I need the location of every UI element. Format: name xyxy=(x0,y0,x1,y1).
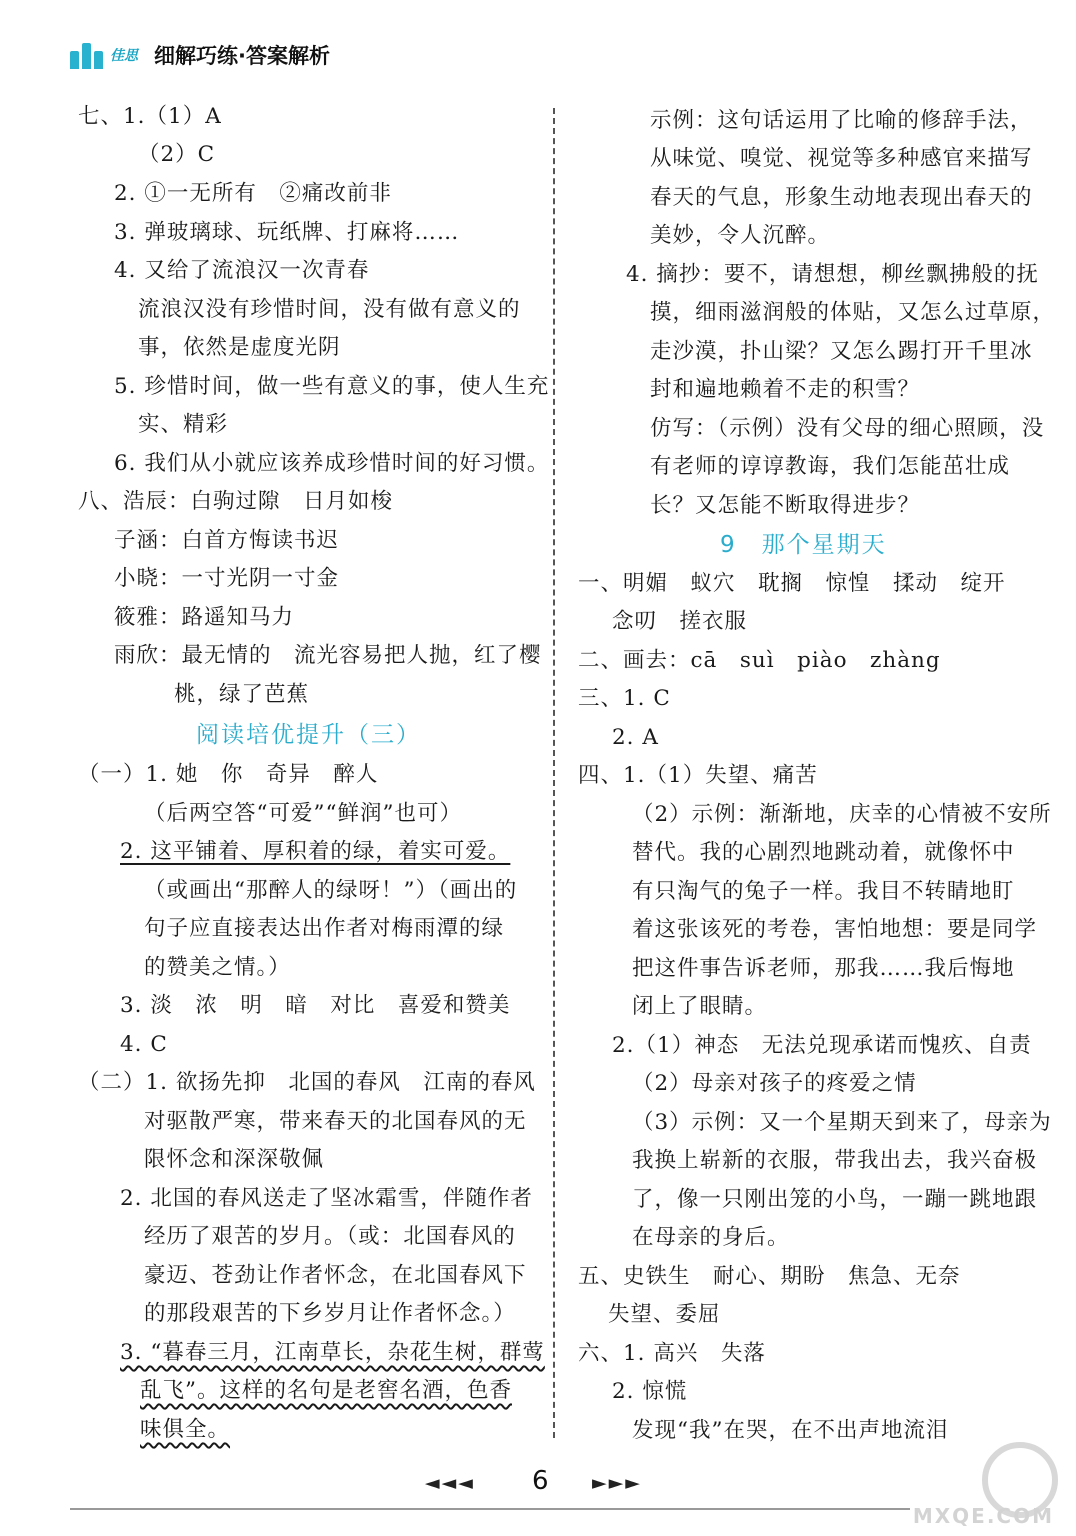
answer-line: 我换上崭新的衣服，带我出去，我兴奋极 xyxy=(632,1148,1038,1173)
answer-line: 4. 又给了流浪汉一次青春 xyxy=(114,258,370,283)
answer-line: 长？又怎能不断取得进步？ xyxy=(650,493,921,518)
answer-line: 句子应直接表达出作者对梅雨潭的绿 xyxy=(144,916,505,941)
answer-line: 有只淘气的兔子一样。我目不转睛地盯 xyxy=(632,879,1015,904)
answer-line: 2. A xyxy=(612,725,659,750)
answer-line: 替代。我的心剧烈地跳动着，就像怀中 xyxy=(632,840,1015,865)
answer-line: 一、明媚 蚁穴 耽搁 惊惶 揉动 绽开 xyxy=(578,571,1006,596)
answer-line: 乱飞”。这样的名句是老窖名酒，色香 xyxy=(140,1378,512,1403)
answer-line: 流浪汉没有珍惜时间，没有做有意义的 xyxy=(138,297,521,322)
watermark-logo xyxy=(878,1436,1058,1526)
answer-line: 4. 摘抄：要不，请想想，柳丝飘拂般的抚 xyxy=(626,262,1039,287)
answer-line: 5. 珍惜时间，做一些有意义的事，使人生充 xyxy=(114,374,550,399)
answer-line: 筱雅：路遥知马力 xyxy=(114,605,295,630)
section-title: 阅读培优提升（三） xyxy=(196,722,421,748)
answer-line: 2. 惊慌 xyxy=(612,1379,688,1404)
answer-line: 2. 北国的春风送走了坚冰霜雪，伴随作者 xyxy=(120,1186,533,1211)
next-page-arrows[interactable]: ►►► xyxy=(592,1472,642,1494)
answer-line: （二）1. 欲扬先抑 北国的春风 江南的春风 xyxy=(78,1070,536,1095)
answer-line: 6. 我们从小就应该养成珍惜时间的好习惯。 xyxy=(114,451,550,476)
answer-line: 闭上了眼睛。 xyxy=(632,994,768,1019)
answer-line: （2）母亲对孩子的疼爱之情 xyxy=(632,1071,917,1096)
answer-line: 经历了艰苦的岁月。（或：北国春风的 xyxy=(144,1224,516,1249)
answer-line: 桃，绿了芭蕉 xyxy=(174,682,310,707)
answer-line: 发现“我”在哭，在不出声地流泪 xyxy=(632,1418,949,1443)
answer-line: （后两空答“可爱”“鲜润”也可） xyxy=(144,801,462,826)
footer-rule xyxy=(70,1508,910,1510)
answer-line: 有老师的谆谆教诲，我们怎能茁壮成 xyxy=(650,454,1011,479)
answer-line: 示例：这句话运用了比喻的修辞手法， xyxy=(650,108,1033,133)
prev-page-arrows[interactable]: ◄◄◄ xyxy=(425,1472,475,1494)
answer-line: 的赞美之情。） xyxy=(144,955,291,980)
answer-line: 二、画去：cā suì piào zhàng xyxy=(578,648,941,673)
answer-line: 了，像一只刚出笼的小鸟，一蹦一跳地跟 xyxy=(632,1187,1038,1212)
answer-line: （一）1. 她 你 奇异 醉人 xyxy=(78,762,379,787)
answer-line: 把这件事告诉老师，那我……我后悔地 xyxy=(632,956,1015,981)
answer-line: （2）C xyxy=(138,142,216,167)
answer-line: 摸，细雨滋润般的体贴，又怎么过草原， xyxy=(650,300,1056,325)
answer-line: （3）示例：又一个星期天到来了，母亲为 xyxy=(632,1110,1052,1135)
answer-line: 美妙，令人沉醉。 xyxy=(650,223,831,248)
answer-line: 在母亲的身后。 xyxy=(632,1225,790,1250)
answer-line: 味俱全。 xyxy=(140,1417,231,1442)
answer-line: 着这张该死的考卷，害怕地想：要是同学 xyxy=(632,917,1038,942)
answer-line: 3. 弹玻璃球、玩纸牌、打麻将…… xyxy=(114,220,460,245)
answer-line: （2）示例：渐渐地，庆幸的心情被不安所 xyxy=(632,802,1052,827)
page-header xyxy=(70,38,330,72)
answer-line: 八、浩辰：白驹过隙 日月如梭 xyxy=(78,489,394,514)
answer-line: 的那段艰苦的下乡岁月让作者怀念。） xyxy=(144,1301,516,1326)
answer-line: 豪迈、苍劲让作者怀念，在北国春风下 xyxy=(144,1263,527,1288)
column-divider xyxy=(553,108,555,1438)
answer-line: 子涵：白首方悔读书迟 xyxy=(114,528,340,553)
brand-name: 佳思 xyxy=(110,48,138,64)
answer-line: 小晓：一寸光阴一寸金 xyxy=(114,566,340,591)
answer-line: 失望、委屈 xyxy=(608,1302,721,1327)
answer-line: 雨欣：最无情的 流光容易把人抛，红了樱 xyxy=(114,643,542,668)
answer-line: 四、1.（1）失望、痛苦 xyxy=(578,763,818,788)
answer-line: 3. 淡 浓 明 暗 对比 喜爱和赞美 xyxy=(120,993,511,1018)
answer-line: 六、1. 高兴 失落 xyxy=(578,1341,766,1366)
page-number: 6 xyxy=(532,1466,549,1496)
answer-line: 仿写：（示例）没有父母的细心照顾，没 xyxy=(650,416,1045,441)
answer-line: 事，依然是虚度光阴 xyxy=(138,335,341,360)
answer-line: 念叨 搓衣服 xyxy=(612,609,748,634)
answer-line: 春天的气息，形象生动地表现出春天的 xyxy=(650,185,1033,210)
answer-line: 走沙漠，扑山梁？又怎么踢打开千里冰 xyxy=(650,339,1033,364)
answer-line: 封和遍地赖着不走的积雪？ xyxy=(650,377,921,402)
answer-line: 4. C xyxy=(120,1032,168,1057)
answer-line: （或画出“那醉人的绿呀！”）（画出的 xyxy=(144,878,518,903)
answer-line: 对驱散严寒，带来春天的北国春风的无 xyxy=(144,1109,527,1134)
answer-line: 七、1.（1）A xyxy=(78,104,222,129)
answer-line: 2.（1）神态 无法兑现承诺而愧疚、自责 xyxy=(612,1033,1032,1058)
answer-line: 实、精彩 xyxy=(138,412,229,437)
answer-line: 2. ①一无所有 ②痛改前非 xyxy=(114,181,392,206)
answer-line: 三、1. C xyxy=(578,686,671,711)
answer-line: 3. “暮春三月，江南草长，杂花生树，群莺 xyxy=(120,1340,545,1365)
section-title: 9 那个星期天 xyxy=(720,532,887,558)
book-logo-icon xyxy=(70,41,104,69)
answer-line: 2. 这平铺着、厚积着的绿，着实可爱。 xyxy=(120,839,511,864)
answer-line: 从味觉、嗅觉、视觉等多种感官来描写 xyxy=(650,146,1033,171)
series-title: 细解巧练·答案解析 xyxy=(154,44,330,68)
watermark-text: MXQE.COM xyxy=(912,1504,1054,1528)
answer-line: 五、史铁生 耐心、期盼 焦急、无奈 xyxy=(578,1264,961,1289)
answer-line: 限怀念和深深敬佩 xyxy=(144,1147,325,1172)
